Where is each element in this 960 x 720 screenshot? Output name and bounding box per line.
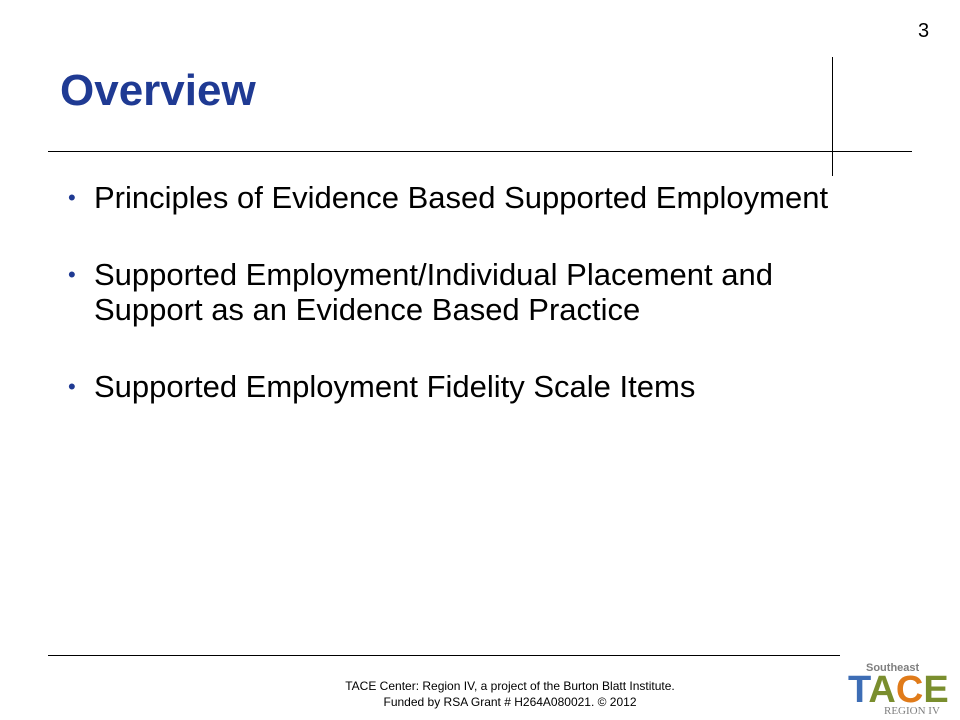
vertical-divider [832, 57, 833, 176]
bullet-item [60, 369, 860, 404]
bullet-icon: • [68, 262, 76, 287]
title-divider [48, 151, 912, 152]
footer-credits [250, 678, 770, 710]
bullet-icon: • [68, 185, 76, 210]
logo-main-text: TACE [848, 669, 949, 711]
logo-top-text: Southeast [866, 662, 920, 674]
bullet-text: Principles of Evidence Based Supported Employment [94, 180, 829, 215]
footer-line-1: TACE Center: Region IV, a project of the Burton Blatt Institute. [345, 679, 675, 693]
bullet-item [60, 180, 860, 215]
logo-bottom-text: REGION IV [884, 705, 940, 716]
bullet-icon: • [68, 374, 76, 399]
bullet-item [60, 257, 860, 327]
bullet-text: Supported Employment Fidelity Scale Items [94, 369, 696, 404]
footer-line-2: Funded by RSA Grant # H264A080021. © 2012 [383, 695, 637, 709]
footer-divider [48, 655, 840, 656]
bullet-text: Supported Employment/Individual Placement and Support as an Evidence Based Practice [94, 257, 773, 327]
tace-logo [846, 660, 951, 716]
slide-title: Overview [60, 66, 256, 115]
bullet-list [60, 180, 860, 446]
slide-number: 3 [918, 20, 930, 42]
